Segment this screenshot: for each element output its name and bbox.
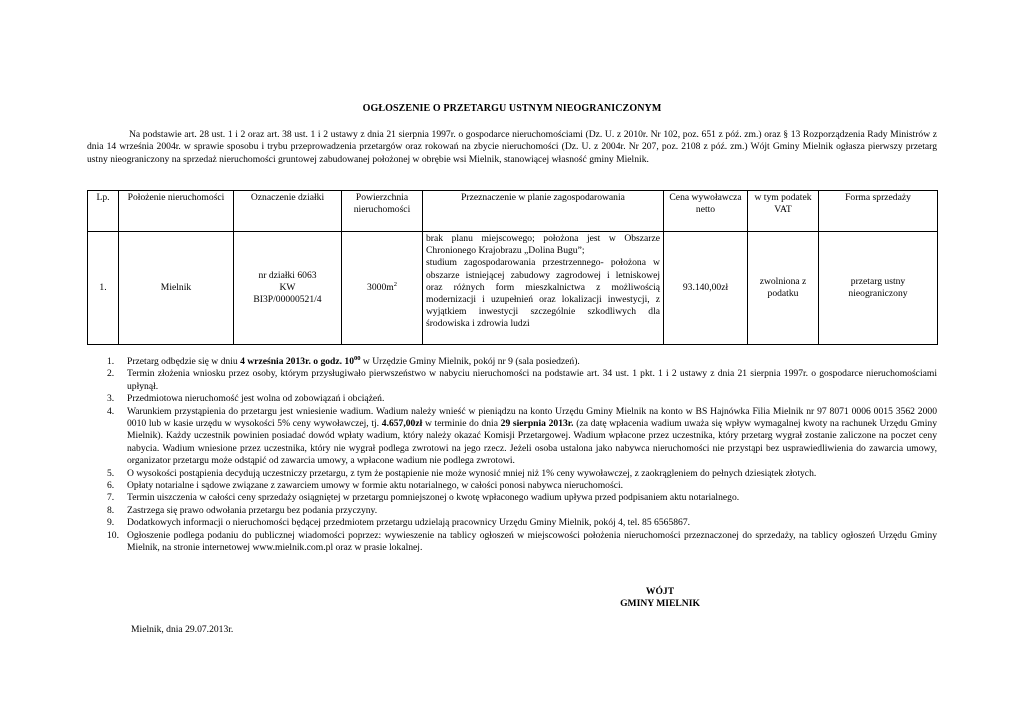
- header-lp: Lp.: [88, 191, 119, 232]
- signature-title: WÓJT: [645, 586, 675, 597]
- list-item-text: Opłaty notarialne i sądowe związane z zawarciem umowy w formie aktu notarialnego, w całości ponosi nabywca nieruchomości.: [127, 480, 624, 492]
- list-item-number: 8.: [107, 504, 115, 516]
- list-item-text: Dodatkowych informacji o nieruchomości będącej przedmiotem przetargu udzielają pracownicy Urzędu Gminy Mielnik, pokój 4, tel. 85 6565867.: [127, 517, 691, 529]
- auction-date: [240, 356, 360, 367]
- list-item: [107, 529, 937, 555]
- cell-lp: 1.: [88, 232, 119, 345]
- list-item: [107, 467, 937, 480]
- deposit-amount: 4.657,00zł: [381, 418, 423, 430]
- area-unit-sup: 2: [393, 280, 397, 288]
- cell-purpose: [423, 232, 664, 345]
- list-item-number: 5.: [107, 467, 115, 479]
- place-and-date: Mielnik, dnia 29.07.2013r.: [131, 624, 234, 635]
- header-plot: Oznaczenie działki: [234, 191, 342, 232]
- list-item-text: Warunkiem przystąpienia do przetargu jest wniesienie wadium. Wadium należy wnieść w pieniądzu na konto Urzędu Gminy Mielnik na konto w BS Hajnówka Filia Mielnik nr 97 8071 0006 0015 3562 2000 0010 lub w kasie urzędu w wysokości 5% ceny wywoławczej, tj.: [127, 405, 937, 430]
- header-purpose: Przeznaczenie w planie zagospodarowania: [423, 191, 664, 232]
- list-item-number: 4.: [107, 405, 115, 417]
- list-item: [107, 504, 937, 517]
- header-vat: w tym podatek VAT: [748, 191, 819, 232]
- cell-form: przetarg ustny nieograniczony: [819, 232, 938, 345]
- list-item-text: O wysokości postąpienia decydują uczestniczy przetargu, z tym że postąpienie nie może wynosić mniej niż 1% ceny wywoławczej, z zaokrągleniem do pełnych dziesiątek złotych.: [127, 467, 817, 479]
- list-item: [107, 517, 937, 529]
- cell-plot: [234, 232, 342, 345]
- area-value: 3000m: [367, 281, 394, 293]
- list-item-text: Ogłoszenie podlega podaniu do publicznej wiadomości poprzez: wywieszenie na tablicy ogłoszeń w miejscowości położenia nieruchomości przeznaczonej do sprzedaży, na tablicy ogłoszeń Urzędu Gminy Mielnik, na stronie internetowej www.mielnik.com.pl oraz w prasie lokalnej.: [127, 529, 937, 554]
- plot-kw-label: KW: [279, 281, 296, 293]
- list-item-text-end: (za datę wpłacenia wadium uważa się wpływ wymagalnej kwoty na rachunek Urzędu Gminy Mielnik). Każdy uczestnik powinien posiadać dowód wpłaty wadium, który należy okazać Komisji Przetargowej. Wadium wpłacone przez uczestnika, który przetarg wygrał zostanie zaliczone na poczet ceny nabycia. Wadium wniesione przez uczestnika, który nie wygrał podlega zwrotowi na jego rzecz. Jeżeli osoba ustalona jako nabywca nieruchomości nie przystąpi bez usprawiedliwienia do zawarcia umowy, organizator przetargu może odstąpić od zawarcia umowy, a wpłacone wadium nie podlega zwrotowi.: [127, 418, 938, 467]
- purpose-plan-status: brak planu miejscowego; położona jest w Obszarze Chronionego Krajobrazu „Dolina Bugu”;: [426, 233, 660, 257]
- list-item: [107, 405, 938, 468]
- list-item: [107, 355, 937, 368]
- cell-area: [342, 232, 423, 345]
- plot-number: nr działki 6063: [258, 269, 317, 281]
- table-row: [88, 232, 938, 345]
- header-area: Powierzchnia nieruchomości: [342, 191, 423, 232]
- purpose-study: studium zagospodarowania przestrzennego- położona w obszarze istniejącej zabudowy zagrodowej i letniskowej oraz różnych form mieszkalnictwa z możliwością modernizacji i uzupełnień oraz lokalizacji inwestycji, z wyjątkiem inwestycji szczególnie szkodliwych dla środowiska i zdrowia ludzi: [426, 257, 660, 330]
- list-item-text: Przetarg odbędzie się w dniu: [127, 356, 241, 367]
- cell-vat: zwolniona z podatku: [748, 232, 819, 345]
- list-item-text: Zastrzega się prawo odwołania przetargu bez podania przyczyny.: [127, 504, 378, 516]
- header-form: Forma sprzedaży: [819, 191, 938, 232]
- conditions-list: [107, 355, 938, 555]
- list-item-number: 1.: [107, 356, 115, 367]
- auction-minutes-sup: 00: [354, 355, 361, 362]
- list-item: [107, 368, 937, 393]
- signature-office: GMINY MIELNIK: [620, 598, 700, 610]
- table-header-row: [88, 191, 938, 232]
- signature-block: [560, 586, 760, 611]
- list-item-number: 9.: [107, 517, 115, 529]
- list-item-text: Termin uiszczenia w całości ceny sprzedaży osiągniętej w przetargu pomniejszonej o kwotę wpłaconego wadium upływa przed podpisaniem aktu notarialnego.: [127, 492, 740, 504]
- list-item-text: Przedmiotowa nieruchomość jest wolna od zobowiązań i obciążeń.: [127, 393, 385, 405]
- list-item: [107, 393, 937, 405]
- cell-price: 93.140,00zł: [664, 232, 748, 345]
- header-location: Położenie nieruchomości: [119, 191, 234, 232]
- list-item-number: 7.: [107, 492, 115, 504]
- list-item-text-mid: w terminie do dnia: [422, 418, 501, 430]
- list-item: [107, 492, 937, 504]
- list-item: [107, 480, 937, 492]
- list-item-number: 2.: [107, 368, 115, 380]
- header-price: Cena wywoławcza netto: [664, 191, 748, 232]
- document-title: OGŁOSZENIE O PRZETARGU USTNYM NIEOGRANICZONYM: [362, 103, 662, 114]
- list-item-number: 10.: [107, 529, 119, 541]
- auction-date-text: 4 września 2013r. o godz. 10: [240, 356, 355, 367]
- list-item-number: 3.: [107, 393, 115, 405]
- list-item-number: 6.: [107, 480, 115, 492]
- plot-kw-number: BI3P/00000521/4: [253, 294, 322, 306]
- list-item-text-end: w Urzędzie Gminy Mielnik, pokój nr 9 (sala posiedzeń).: [360, 356, 580, 367]
- property-table: [87, 190, 938, 345]
- deposit-deadline: 29 sierpnia 2013r.: [500, 418, 574, 430]
- list-item-text: Termin złożenia wniosku przez osoby, którym przysługiwało pierwszeństwo w nabyciu nieruchomości na podstawie art. 34 ust. 1 pkt. 1 i 2 ustawy z dnia 21 sierpnia 1997r. o gospodarce nieruchomościami upłynął.: [127, 368, 937, 392]
- intro-paragraph: Na podstawie art. 28 ust. 1 i 2 oraz art. 38 ust. 1 i 2 ustawy z dnia 21 sierpnia 1997r. o gospodarce nieruchomościami (Dz. U. z 2010r. Nr 102, poz. 651 z póź. zm.) oraz § 13 Rozporządzenia Rady Ministrów z dnia 14 września 2004r. w sprawie sposobu i trybu przeprowadzenia przetargów oraz rokowań na zbycie nieruchomości (Dz. U. z 2004r. Nr 207, poz. 2108 z póź. zm.) Wójt Gminy Mielnik ogłasza pierwszy przetarg ustny nieograniczony na sprzedaż nieruchomości gruntowej zabudowanej położonej w obrębie wsi Mielnik, stanowiącej własność gminy Mielnik.: [87, 129, 937, 165]
- cell-location: Mielnik: [119, 232, 234, 345]
